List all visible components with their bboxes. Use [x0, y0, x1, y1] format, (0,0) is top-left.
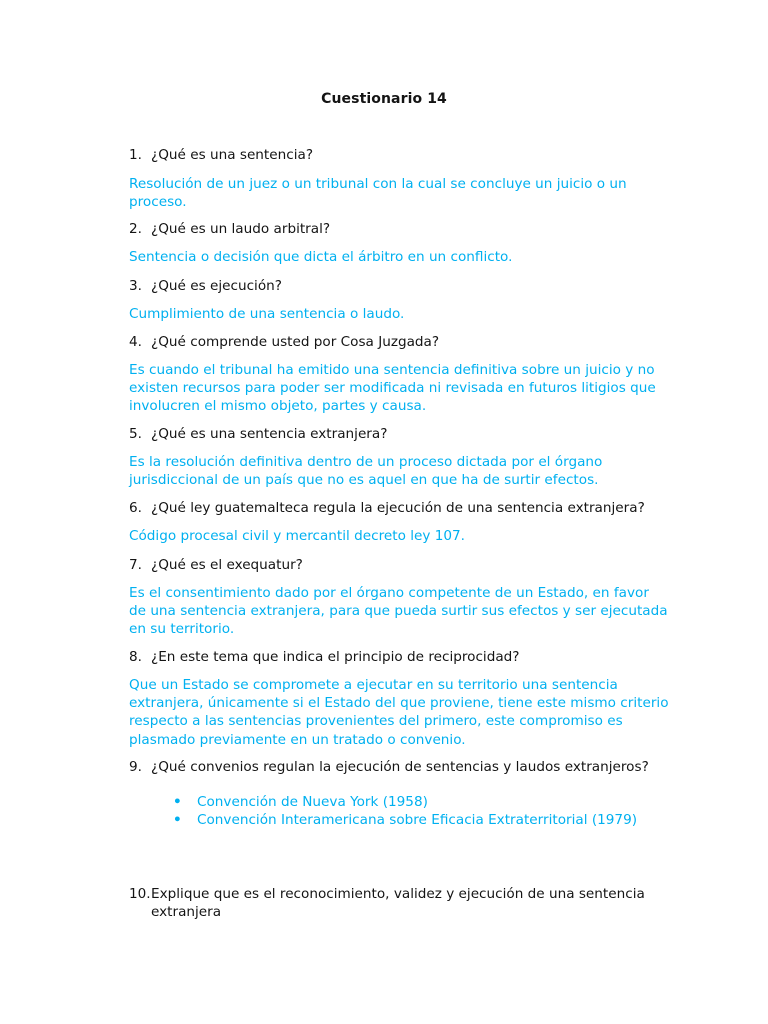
question-3: [129, 277, 669, 295]
answer-2: Sentencia o decisión que dicta el árbitro en un conflicto.: [129, 249, 513, 265]
question-8: [129, 648, 669, 666]
question-4: [129, 333, 669, 351]
question-number: 7.: [129, 557, 142, 573]
list-item-text: Convención Interamericana sobre Eficacia Extraterritorial (1979): [197, 812, 638, 829]
answer-3: Cumplimiento de una sentencia o laudo.: [129, 306, 405, 322]
answer-5: Es la resolución definitiva dentro de un proceso dictada por el órgano jurisdiccional de un país que no es aquel en que ha de surtir efectos.: [129, 454, 603, 489]
question-text: ¿Qué es un laudo arbitral?: [151, 221, 331, 237]
question-6: [129, 499, 669, 517]
question-number: 5.: [129, 426, 142, 442]
question-number: 10.: [129, 886, 151, 902]
question-7: [129, 556, 669, 574]
list-item-text: Convención de Nueva York (1958): [197, 794, 428, 810]
answer-1: Resolución de un juez o un tribunal con la cual se concluye un juicio o un proceso.: [129, 176, 627, 211]
question-text: ¿Qué convenios regulan la ejecución de sentencias y laudos extranjeros?: [151, 759, 649, 775]
question-number: 9.: [129, 759, 142, 775]
question-text: ¿Qué es una sentencia?: [151, 147, 314, 163]
question-text: ¿Qué es el exequatur?: [151, 557, 303, 573]
list-item: [173, 811, 637, 829]
question-number: 6.: [129, 500, 142, 516]
document-title: Cuestionario 14: [321, 91, 447, 107]
question-text: ¿Qué es ejecución?: [151, 278, 282, 294]
bullet-icon: •: [173, 794, 182, 810]
question-text: ¿Qué ley guatemalteca regula la ejecución de una sentencia extranjera?: [151, 500, 645, 516]
answer-4: Es cuando el tribunal ha emitido una sentencia definitiva sobre un juicio y no existen recursos para poder ser modificada ni revisada en futuros litigios que involucren el mismo objeto, partes y causa.: [129, 362, 656, 415]
question-number: 3.: [129, 278, 142, 294]
question-number: 2.: [129, 221, 142, 237]
question-number: 1.: [129, 147, 142, 163]
question-5: [129, 425, 669, 443]
question-number: 4.: [129, 334, 142, 350]
question-1: [129, 146, 669, 164]
question-text: Explique que es el reconocimiento, validez y ejecución de una sentencia extranjera: [151, 886, 645, 921]
answer-8: Que un Estado se compromete a ejecutar en su territorio una sentencia extranjera, únicamente si el Estado del que proviene, tiene este mismo criterio respecto a las sentencias provenientes del primero, este compromiso es plasmado previamente en un tratado o convenio.: [129, 677, 669, 748]
question-text: ¿Qué comprende usted por Cosa Juzgada?: [151, 334, 440, 350]
answer-6: Código procesal civil y mercantil decreto ley 107.: [129, 528, 465, 544]
question-number: 8.: [129, 649, 142, 665]
question-2: [129, 220, 669, 238]
bullet-icon: •: [173, 812, 182, 829]
question-9: [129, 758, 669, 776]
convention-list: [173, 793, 637, 829]
answer-7: Es el consentimiento dado por el órgano competente de un Estado, en favor de una sentencia extranjera, para que pueda surtir sus efectos y ser ejecutada en su territorio.: [129, 585, 668, 638]
list-item: [173, 793, 637, 811]
question-10: [129, 885, 669, 921]
question-text: ¿Qué es una sentencia extranjera?: [151, 426, 388, 442]
question-text: ¿En este tema que indica el principio de reciprocidad?: [151, 649, 520, 665]
